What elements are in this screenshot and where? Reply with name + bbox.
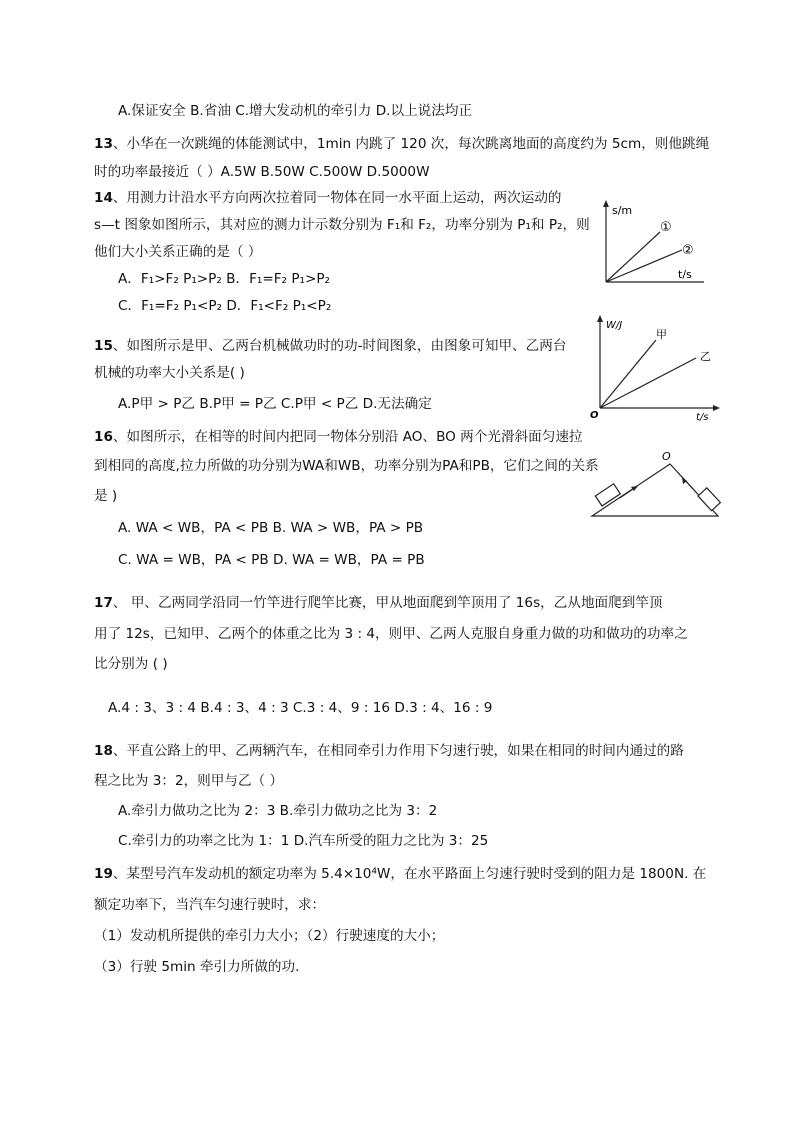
q17-line1 — [94, 593, 663, 613]
q19-line1 — [94, 864, 706, 884]
q14-line-1 — [606, 232, 660, 282]
q14-st-graph — [598, 198, 710, 288]
q17-text1: 、 甲、乙两同学沿同一竹竿进行爬竿比赛，甲从地面爬到竿顶用了 16s，乙从地面爬到竿顶 — [112, 595, 663, 611]
q17-number: 17 — [94, 595, 113, 611]
q18-number: 18 — [94, 743, 113, 759]
q15-y-arrow — [597, 315, 603, 322]
q16-block-b — [698, 488, 720, 511]
q15-line1 — [94, 336, 566, 356]
q16-number: 16 — [94, 429, 113, 445]
q15-label-jia: 甲 — [656, 328, 667, 341]
q19-line3: （1）发动机所提供的牵引力大小；（2）行驶速度的大小； — [94, 928, 445, 944]
q16-options-ab: A. WA < WB，PA < PB B. WA > WB，PA > PB — [118, 520, 424, 536]
q13-line1 — [94, 134, 709, 154]
q18-options-cd: C.牵引力的功率之比为 1：1 D.汽车所受的阻力之比为 3：25 — [118, 833, 489, 849]
q17-line3: 比分别为 ( ) — [94, 656, 168, 672]
q19-number: 19 — [94, 866, 113, 882]
q19-line2: 额定功率下，当汽车匀速行驶时，求： — [94, 897, 326, 913]
q13-text1: 、小华在一次跳绳的体能测试中，1min 内跳了 120 次，每次跳离地面的高度约为 5cm，则他跳绳 — [112, 136, 710, 152]
q14-label-2: ② — [682, 243, 694, 258]
q14-line2: s—t 图象如图所示，其对应的测力计示数分别为 F₁和 F₂，功率分别为 P₁和 P₂，则 — [94, 217, 590, 233]
q15-xlabel: t/s — [696, 412, 709, 422]
q16-options-cd: C. WA = WB，PA < PB D. WA = WB，PA = PB — [118, 552, 425, 568]
q17-line2: 用了 12s，已知甲、乙两个的体重之比为 3 : 4，则甲、乙两人克服自身重力做的功和做功的功率之 — [94, 626, 688, 642]
q15-origin: O — [590, 410, 599, 421]
q14-line1 — [94, 188, 562, 208]
q14-label-1: ① — [660, 220, 672, 235]
q13-line2: 时的功率最接近（ ）A.5W B.50W C.500W D.5000W — [94, 164, 430, 180]
q19-line4: （3）行驶 5min 牵引力所做的功. — [94, 959, 300, 975]
q16-block-a — [595, 484, 620, 506]
q15-number: 15 — [94, 338, 113, 354]
q16-line2: 到相同的高度,拉力所做的功分别为WA和WB，功率分别为PA和PB，它们之间的关系 — [94, 458, 599, 474]
q14-ylabel: s/m — [612, 204, 633, 217]
q19-text1: 、某型号汽车发动机的额定功率为 5.4×10⁴W，在水平路面上匀速行驶时受到的阻力是 1800N. 在 — [112, 866, 707, 882]
q16-incline-diagram — [588, 446, 724, 522]
q14-xlabel: t/s — [678, 268, 692, 281]
q12-options: A.保证安全 B.省油 C.增大发动机的牵引力 D.以上说法均正 — [118, 103, 473, 119]
q18-line1 — [94, 741, 684, 761]
q15-line-yi — [600, 358, 696, 408]
q16-line1 — [94, 427, 583, 447]
q15-x-arrow — [713, 405, 720, 411]
q15-text1: 、如图所示是甲、乙两台机械做功时的功-时间图象，由图象可知甲、乙两台 — [112, 338, 567, 354]
q16-line3: 是 ) — [94, 488, 118, 504]
q15-line-jia — [600, 340, 656, 408]
q14-text1: 、用测力计沿水平方向两次拉着同一物体在同一水平面上运动，两次运动的 — [112, 190, 562, 206]
q16-arrowhead-b — [682, 477, 687, 484]
q15-line2: 机械的功率大小关系是( ) — [94, 365, 245, 381]
q15-options: A.P甲 > P乙 B.P甲 = P乙 C.P甲 < P乙 D.无法确定 — [118, 396, 432, 412]
q18-line2: 程之比为 3：2，则甲与乙（ ） — [94, 773, 284, 789]
q18-options-ab: A.牵引力做功之比为 2：3 B.牵引力做功之比为 3：2 — [118, 803, 438, 819]
q14-line3: 他们大小关系正确的是（ ） — [94, 244, 262, 260]
q18-text1: 、平直公路上的甲、乙两辆汽车，在相同牵引力作用下匀速行驶，如果在相同的时间内通过的路 — [112, 743, 684, 759]
q15-label-yi: 乙 — [700, 350, 711, 363]
q14-number: 14 — [94, 190, 113, 206]
q15-ylabel: W/J — [606, 320, 623, 331]
q13-number: 13 — [94, 136, 113, 152]
q15-wt-graph — [590, 312, 722, 422]
q16-apex-label: O — [662, 450, 671, 463]
q14-y-arrow — [603, 200, 609, 207]
q14-line-2 — [606, 250, 682, 282]
q14-options-ab: A．F₁>F₂ P₁>P₂ B．F₁=F₂ P₁>P₂ — [118, 271, 330, 287]
q14-options-cd: C．F₁=F₂ P₁<P₂ D．F₁<F₂ P₁<P₂ — [118, 298, 332, 314]
q17-options: A.4 : 3、3 : 4 B.4 : 3、4 : 3 C.3 : 4、9 : 16 D.3 : 4、16 : 9 — [108, 700, 493, 716]
q16-text1: 、如图所示，在相等的时间内把同一物体分别沿 AO、BO 两个光滑斜面匀速拉 — [112, 429, 583, 445]
